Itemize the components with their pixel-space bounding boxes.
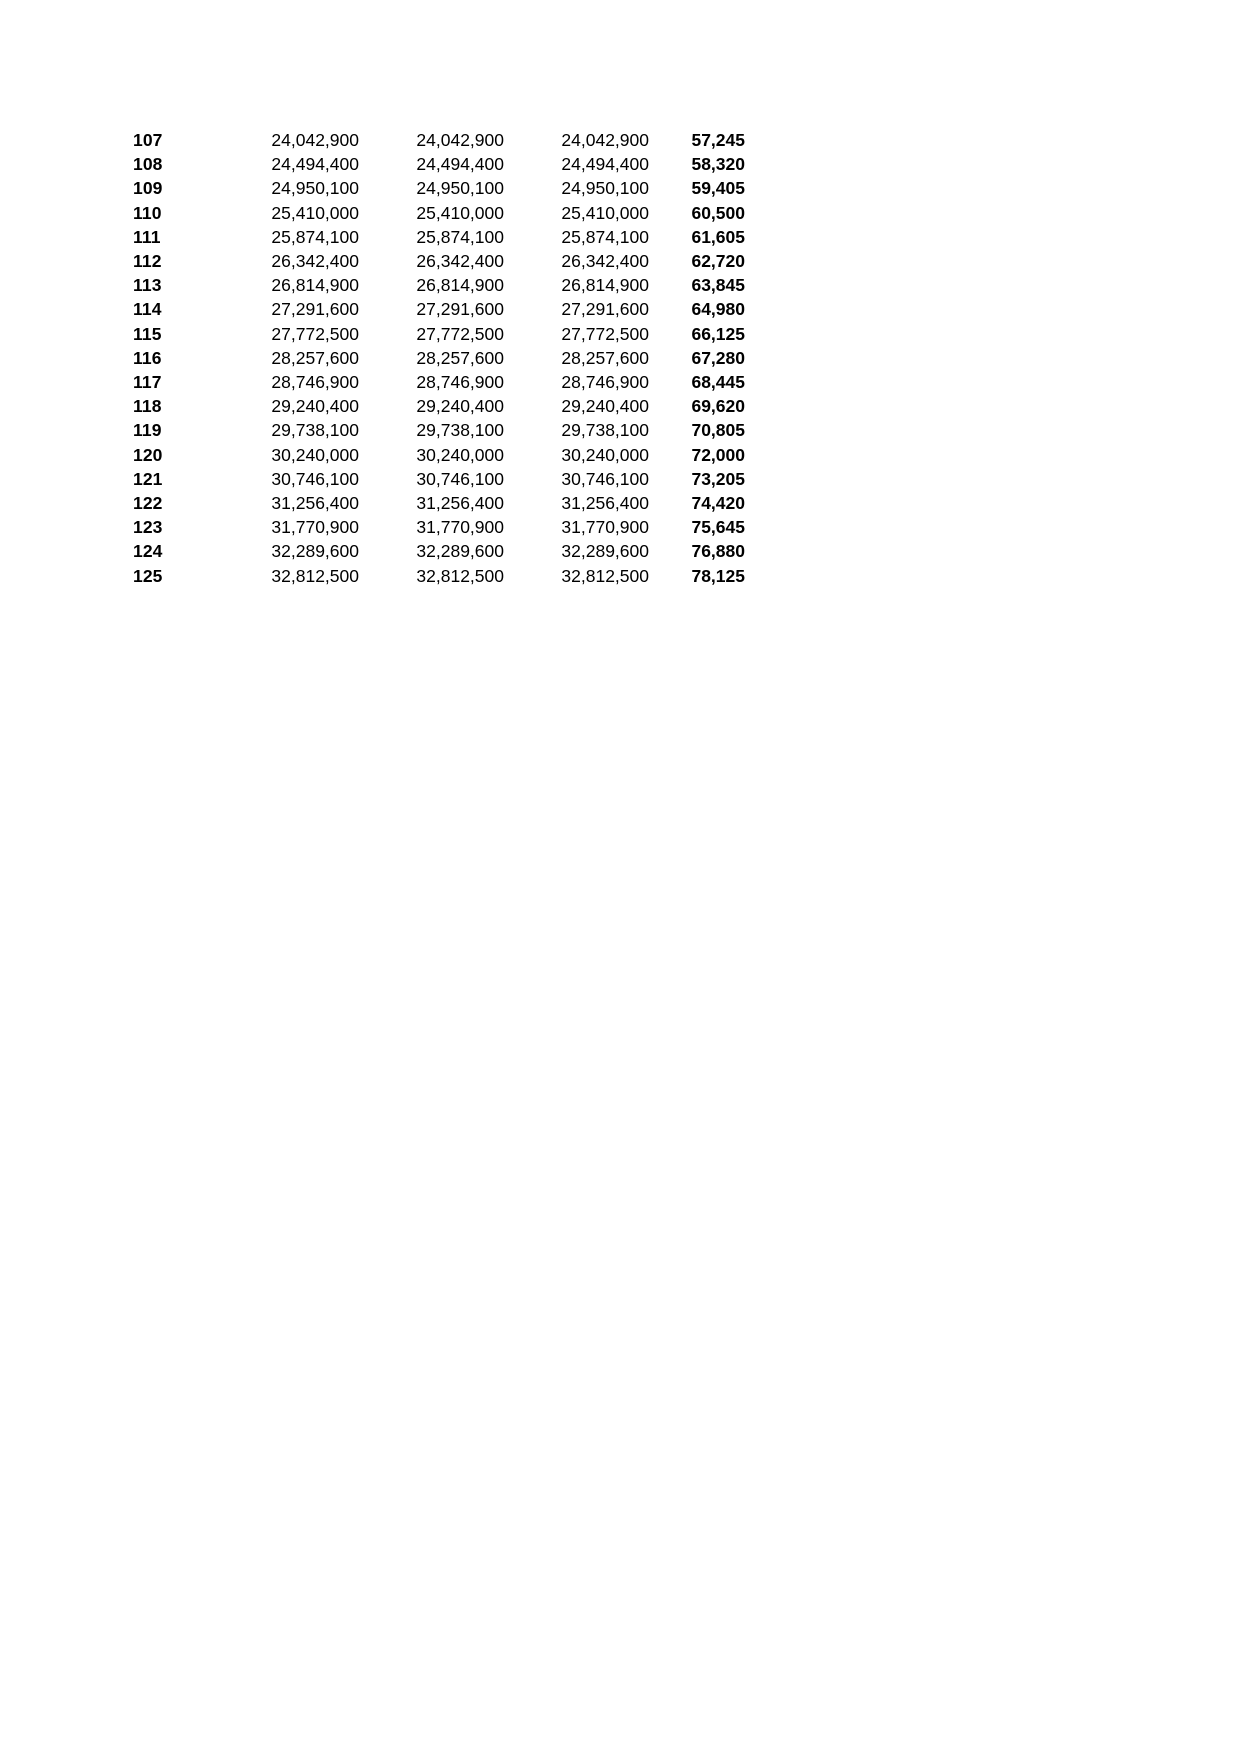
cell-value-c: 28,746,900: [561, 372, 649, 393]
cell-value-c: 30,240,000: [561, 444, 649, 465]
cell-index: 122: [133, 493, 163, 514]
cell-value-c: 28,257,600: [561, 347, 649, 368]
table-row: [133, 201, 745, 225]
cell-value-a: 27,772,500: [271, 323, 359, 344]
cell-total: 74,420: [691, 493, 745, 514]
cell-index: 121: [133, 468, 163, 489]
cell-value-b: 28,257,600: [416, 347, 504, 368]
cell-value-b: 32,289,600: [416, 541, 504, 562]
cell-total: 73,205: [691, 468, 745, 489]
cell-value-b: 29,240,400: [416, 396, 504, 417]
cell-total: 76,880: [691, 541, 745, 562]
table-row: [133, 370, 745, 394]
cell-value-c: 30,746,100: [561, 468, 649, 489]
cell-total: 57,245: [691, 130, 745, 150]
cell-value-b: 26,342,400: [416, 251, 504, 272]
table-row: [133, 491, 745, 515]
table-row: [133, 128, 745, 152]
table-row: [133, 225, 745, 249]
cell-total: 62,720: [691, 251, 745, 272]
table-row: [133, 564, 745, 588]
cell-value-a: 30,240,000: [271, 444, 359, 465]
cell-total: 68,445: [691, 372, 745, 393]
cell-value-c: 29,738,100: [561, 420, 649, 441]
cell-value-b: 28,746,900: [416, 372, 504, 393]
cell-value-a: 28,257,600: [271, 347, 359, 368]
cell-value-a: 26,814,900: [271, 275, 359, 296]
cell-index: 111: [133, 226, 161, 247]
cell-value-c: 24,494,400: [561, 154, 649, 175]
table-row: [133, 249, 745, 273]
cell-index: 112: [133, 251, 162, 272]
cell-value-b: 31,256,400: [416, 493, 504, 514]
cell-index: 117: [133, 372, 162, 393]
table-row: [133, 297, 745, 321]
cell-value-a: 31,256,400: [271, 493, 359, 514]
cell-total: 64,980: [691, 299, 745, 320]
cell-value-c: 27,772,500: [561, 323, 649, 344]
cell-total: 58,320: [691, 154, 745, 175]
cell-value-a: 25,410,000: [271, 202, 359, 223]
cell-index: 108: [133, 154, 163, 175]
cell-value-c: 26,342,400: [561, 251, 649, 272]
table-row: [133, 322, 745, 346]
cell-value-c: 32,812,500: [561, 565, 649, 586]
cell-total: 66,125: [691, 323, 745, 344]
cell-value-b: 24,950,100: [416, 178, 504, 199]
cell-index: 115: [133, 323, 162, 344]
cell-value-c: 26,814,900: [561, 275, 649, 296]
table-row: [133, 394, 745, 418]
cell-value-c: 25,874,100: [561, 226, 649, 247]
cell-value-a: 30,746,100: [271, 468, 359, 489]
cell-value-b: 30,746,100: [416, 468, 504, 489]
cell-total: 70,805: [691, 420, 745, 441]
cell-value-b: 29,738,100: [416, 420, 504, 441]
cell-value-c: 27,291,600: [561, 299, 649, 320]
cell-total: 60,500: [691, 202, 745, 223]
cell-index: 119: [133, 420, 162, 441]
cell-value-b: 24,042,900: [416, 130, 504, 150]
cell-index: 116: [133, 347, 162, 368]
cell-total: 78,125: [691, 565, 745, 586]
cell-value-c: 31,770,900: [561, 517, 649, 538]
cell-total: 67,280: [691, 347, 745, 368]
cell-index: 114: [133, 299, 162, 320]
cell-index: 113: [133, 275, 162, 296]
table-row: [133, 467, 745, 491]
cell-index: 120: [133, 444, 163, 465]
cell-value-a: 24,042,900: [271, 130, 359, 150]
cell-total: 75,645: [691, 517, 745, 538]
cell-value-b: 27,291,600: [416, 299, 504, 320]
cell-value-a: 31,770,900: [271, 517, 359, 538]
cell-value-a: 24,494,400: [271, 154, 359, 175]
numeric-data-table: [133, 128, 745, 588]
table-row: [133, 152, 745, 176]
cell-total: 59,405: [691, 178, 745, 199]
table-row: [133, 539, 745, 563]
cell-index: 124: [133, 541, 163, 562]
table-row: [133, 346, 745, 370]
cell-value-b: 32,812,500: [416, 565, 504, 586]
table-body: [133, 128, 745, 588]
table-row: [133, 443, 745, 467]
cell-total: 69,620: [691, 396, 745, 417]
table-row: [133, 273, 745, 297]
cell-index: 123: [133, 517, 163, 538]
cell-value-a: 29,240,400: [271, 396, 359, 417]
cell-value-b: 24,494,400: [416, 154, 504, 175]
cell-value-c: 32,289,600: [561, 541, 649, 562]
cell-value-b: 30,240,000: [416, 444, 504, 465]
table-row: [133, 515, 745, 539]
cell-value-a: 25,874,100: [271, 226, 359, 247]
cell-value-a: 26,342,400: [271, 251, 359, 272]
cell-value-a: 27,291,600: [271, 299, 359, 320]
cell-index: 109: [133, 178, 163, 199]
cell-value-a: 29,738,100: [271, 420, 359, 441]
cell-index: 110: [133, 202, 162, 223]
cell-value-c: 29,240,400: [561, 396, 649, 417]
table-row: [133, 176, 745, 200]
cell-value-a: 32,289,600: [271, 541, 359, 562]
cell-index: 107: [133, 130, 163, 150]
cell-value-b: 25,874,100: [416, 226, 504, 247]
table-container: [133, 128, 745, 588]
cell-value-a: 28,746,900: [271, 372, 359, 393]
cell-value-b: 25,410,000: [416, 202, 504, 223]
cell-index: 125: [133, 565, 163, 586]
table-row: [133, 418, 745, 442]
cell-value-c: 24,950,100: [561, 178, 649, 199]
cell-value-b: 26,814,900: [416, 275, 504, 296]
cell-value-b: 27,772,500: [416, 323, 504, 344]
cell-value-c: 24,042,900: [561, 130, 649, 150]
cell-total: 63,845: [691, 275, 745, 296]
cell-value-c: 31,256,400: [561, 493, 649, 514]
cell-value-a: 32,812,500: [271, 565, 359, 586]
cell-value-b: 31,770,900: [416, 517, 504, 538]
cell-total: 61,605: [691, 226, 745, 247]
cell-value-a: 24,950,100: [271, 178, 359, 199]
cell-index: 118: [133, 396, 162, 417]
cell-value-c: 25,410,000: [561, 202, 649, 223]
cell-total: 72,000: [691, 444, 745, 465]
